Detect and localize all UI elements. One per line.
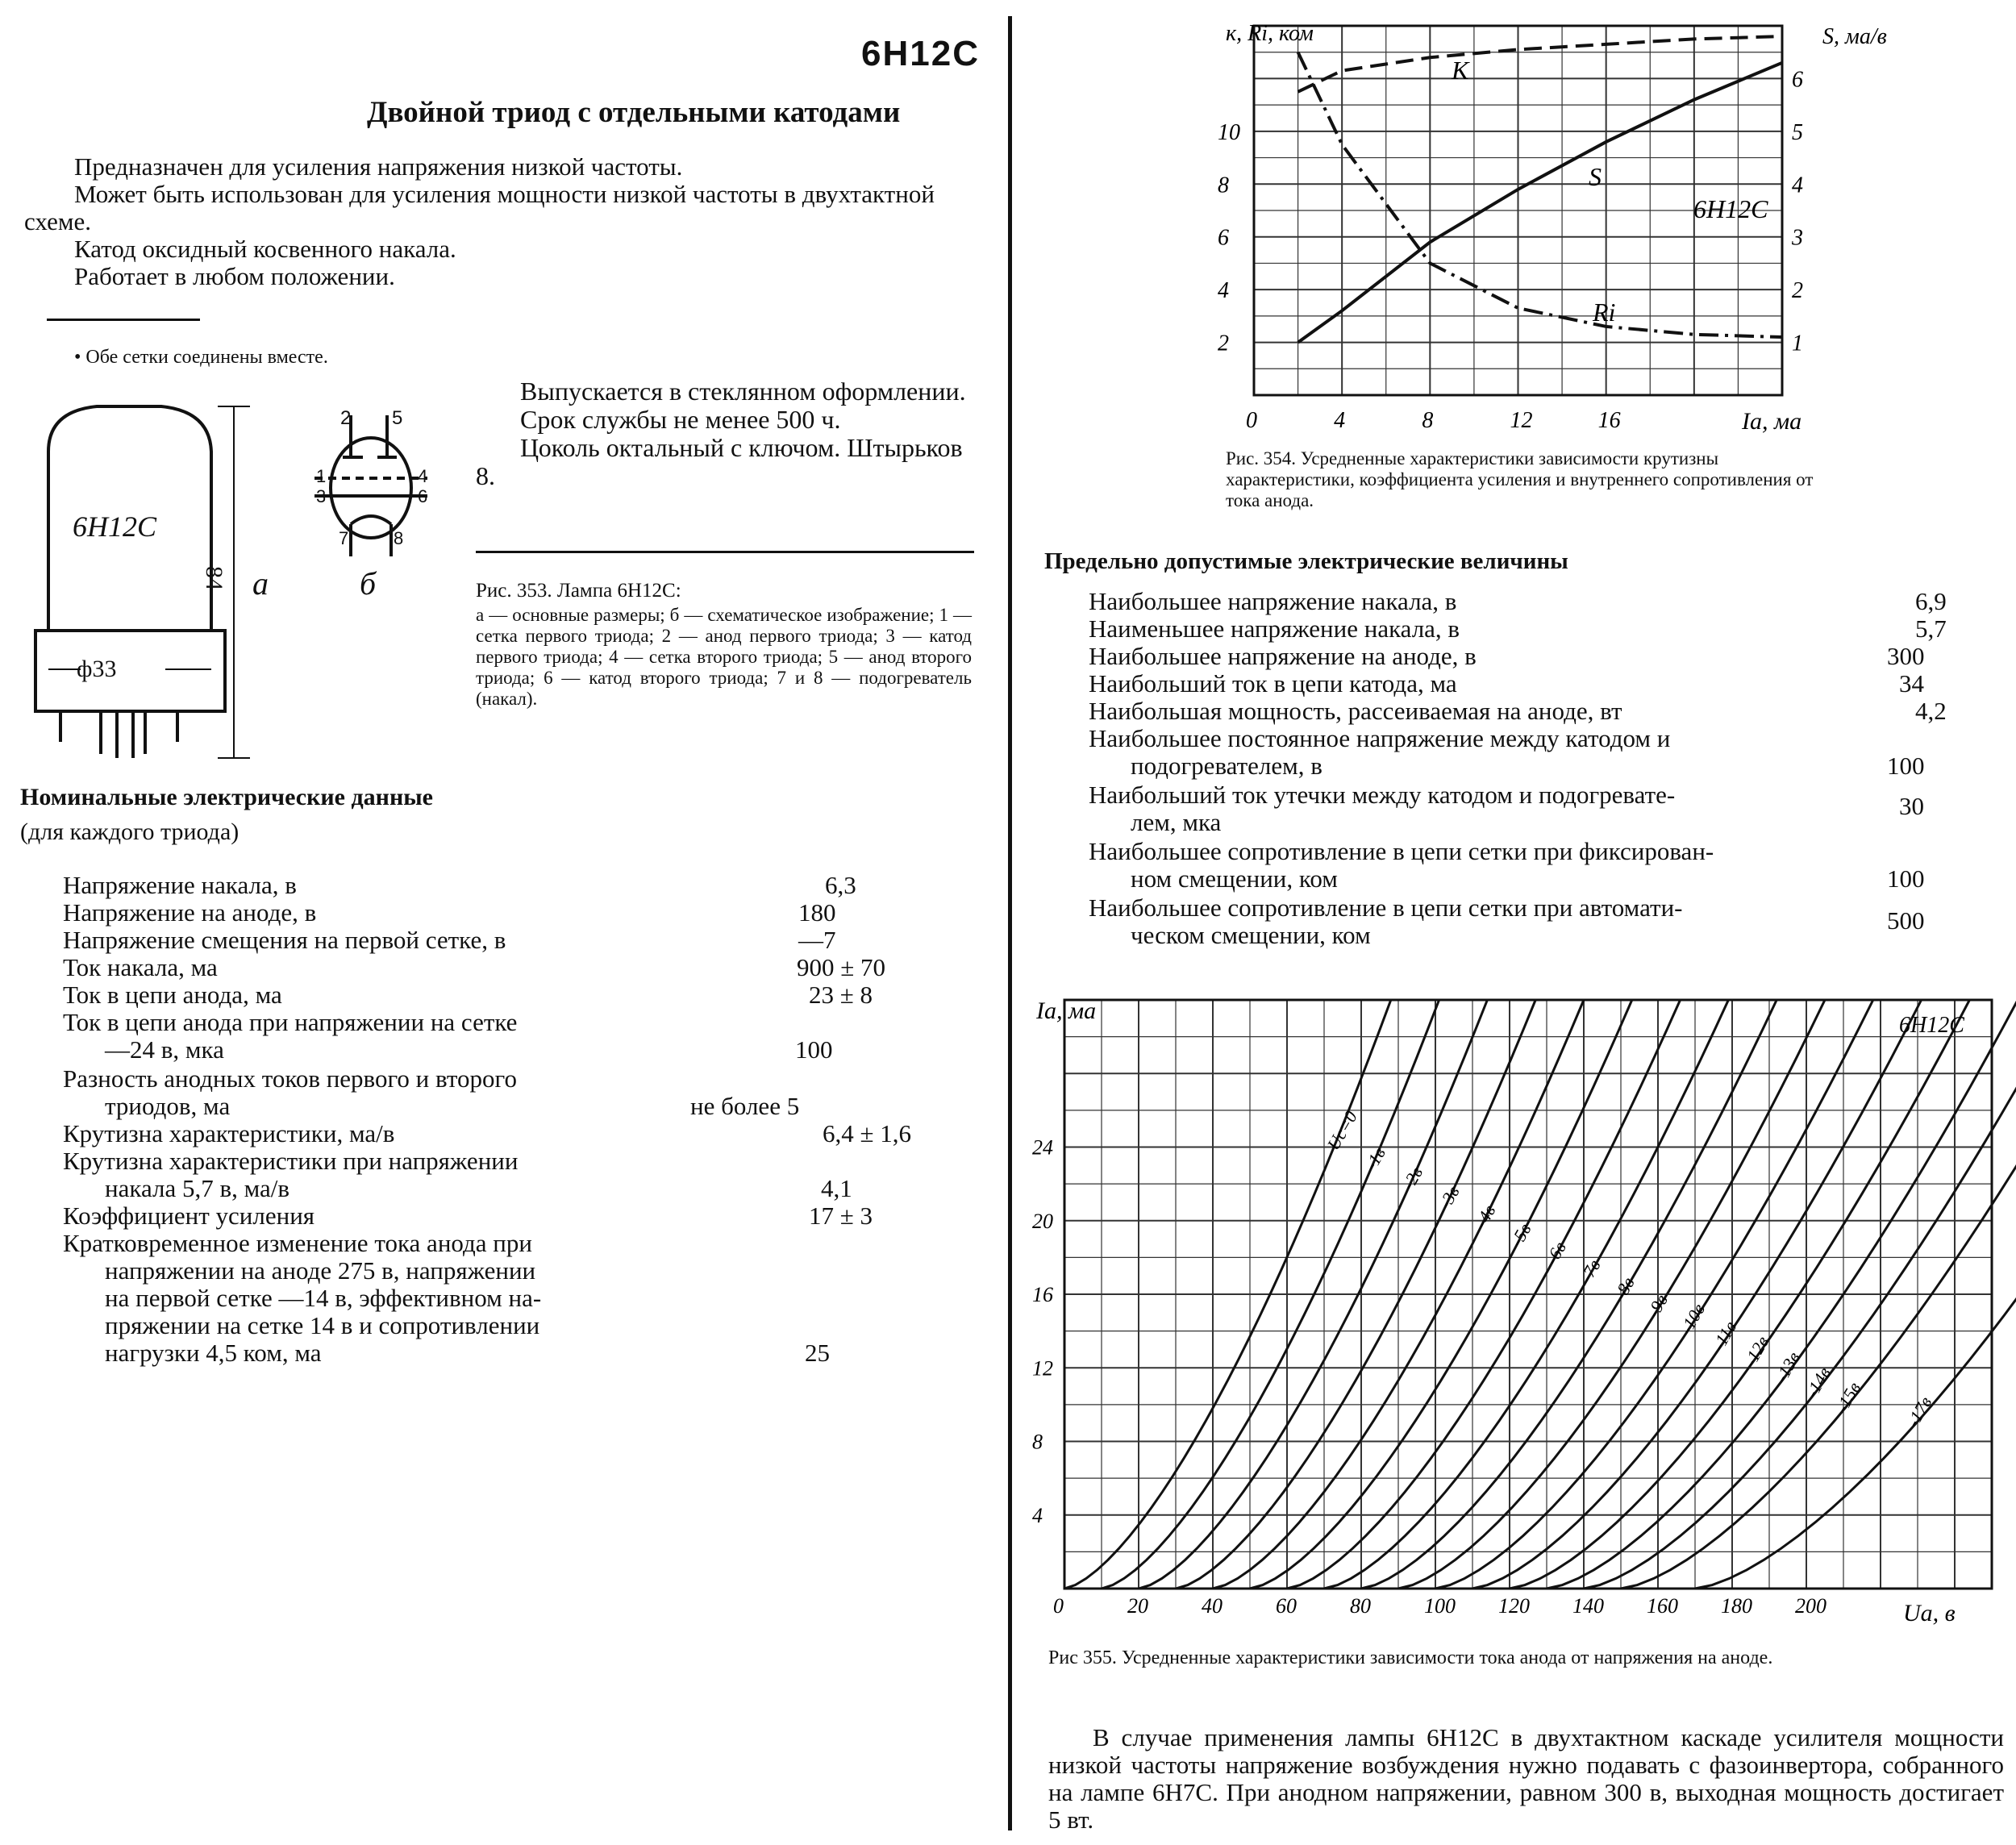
chart-tube-label: 6Н12С bbox=[1899, 1013, 1964, 1038]
curve-label: -17в bbox=[1902, 1393, 1936, 1431]
param-value: 6,9 bbox=[1915, 587, 1947, 615]
param-label: Наибольшее постоянное напряжение между катодом и bbox=[1089, 724, 1671, 752]
figure-353-title: Рис. 353. Лампа 6Н12С: bbox=[476, 580, 681, 602]
param-label: пряжении на сетке 14 в и сопротивлении bbox=[105, 1311, 540, 1339]
param-value: 30 bbox=[1899, 792, 1924, 820]
view-b-label: б bbox=[360, 565, 377, 602]
y-axis-label: Iа, ма bbox=[1036, 997, 1097, 1024]
diameter-dimension: ф33 bbox=[77, 656, 117, 682]
param-label: Наибольший ток в цепи катода, ма bbox=[1089, 669, 1457, 698]
y-tick-label: 16 bbox=[1032, 1283, 1053, 1306]
right-axis-label: S, ма/в bbox=[1822, 24, 1887, 49]
right-tick-label: 6 bbox=[1792, 67, 1803, 93]
intro-line: Предназначен для усиления напряжения низкой частоты. bbox=[74, 152, 683, 181]
param-value: 6,4 ± 1,6 bbox=[823, 1119, 912, 1147]
x-tick-label: 12 bbox=[1510, 408, 1533, 433]
pin-label: 1 bbox=[316, 466, 327, 486]
param-value: 300 bbox=[1887, 642, 1925, 670]
pin-label: 7 bbox=[339, 528, 349, 548]
param-value: 6,3 bbox=[825, 871, 856, 899]
tube-label: 6Н12С bbox=[73, 510, 157, 543]
param-label: подогревателем, в bbox=[1131, 752, 1322, 780]
param-label: Наибольший ток утечки между катодом и подогревате- bbox=[1089, 781, 1676, 809]
part-number: 6Н12С bbox=[861, 34, 980, 73]
right-tick-label: 5 bbox=[1792, 119, 1803, 145]
param-value: —7 bbox=[798, 926, 836, 954]
pin-label: 6 bbox=[418, 486, 428, 506]
param-label: Наименьшее напряжение накала, в bbox=[1089, 614, 1460, 643]
param-value: 100 bbox=[795, 1035, 833, 1064]
curve-label: -4в bbox=[1470, 1201, 1500, 1231]
param-label: на первой сетке —14 в, эффективном на- bbox=[105, 1284, 542, 1312]
param-label: Напряжение на аноде, в bbox=[63, 898, 317, 927]
pin-label: 2 bbox=[340, 407, 352, 429]
param-value: 17 ± 3 bbox=[809, 1202, 873, 1230]
x-tick-label: 4 bbox=[1334, 408, 1346, 433]
param-label: Наибольшее напряжение накала, в bbox=[1089, 587, 1457, 615]
tube-base bbox=[35, 631, 225, 711]
curve-label: -14в bbox=[1801, 1364, 1835, 1401]
curve-label: -12в bbox=[1739, 1332, 1773, 1370]
param-label: Разность анодных токов первого и второго bbox=[63, 1064, 517, 1093]
chart-grid bbox=[1064, 1000, 1992, 1589]
x-tick-label: 160 bbox=[1647, 1594, 1678, 1618]
param-label: Наибольшее сопротивление в цепи сетки при фиксирован- bbox=[1089, 837, 1714, 865]
param-label: лем, мка bbox=[1131, 808, 1222, 836]
param-label: Ток в цепи анода, ма bbox=[63, 981, 282, 1009]
tube-pins bbox=[60, 711, 177, 758]
param-label: триодов, ма bbox=[105, 1092, 231, 1120]
closing-paragraph: В случае применения лампы 6Н12С в двухтактном каскаде усилителя мощности низкой частоты напряжение возбуждения нужно подавать с фазоинвертора, собранного на лампе 6Н7С. При анодном напряжении, равном 300 в, выходная мощность достигает 5 вт. bbox=[1048, 1723, 2004, 1834]
column-divider bbox=[1008, 16, 1012, 1830]
param-value: 25 bbox=[805, 1339, 830, 1367]
param-value: 180 bbox=[798, 898, 836, 927]
curve-label: -11в bbox=[1708, 1318, 1741, 1354]
param-label: Напряжение накала, в bbox=[63, 871, 297, 899]
param-label: Ток накала, ма bbox=[63, 953, 218, 981]
figure-354-chart bbox=[1185, 16, 1887, 444]
intro-text bbox=[24, 153, 1000, 290]
pin-label: 3 bbox=[316, 486, 327, 506]
param-value: не более 5 bbox=[690, 1092, 800, 1120]
y-tick-label: 20 bbox=[1032, 1209, 1053, 1233]
param-value: 23 ± 8 bbox=[809, 981, 873, 1009]
pin-label: 5 bbox=[392, 407, 403, 429]
y-tick-label: 24 bbox=[1032, 1135, 1053, 1160]
short-rule bbox=[47, 319, 200, 321]
production-info bbox=[476, 377, 976, 490]
x-tick-label: 16 bbox=[1597, 408, 1621, 433]
param-label: Ток в цепи анода при напряжении на сетке bbox=[63, 1008, 518, 1036]
right-tick-label: 1 bbox=[1792, 331, 1803, 356]
production-line: Выпускается в стеклянном оформлении. bbox=[520, 377, 966, 406]
curve-label: -6в bbox=[1541, 1238, 1570, 1268]
param-label: ческом смещении, ком bbox=[1131, 921, 1371, 949]
x-tick-label: 20 bbox=[1127, 1594, 1148, 1618]
x-axis-label: Iа, ма bbox=[1742, 408, 1802, 435]
footnote: • Обе сетки соединены вместе. bbox=[74, 347, 328, 368]
param-value: 34 bbox=[1899, 669, 1924, 698]
param-label: Крутизна характеристики при напряжении bbox=[63, 1147, 519, 1175]
param-label: Наибольшее сопротивление в цепи сетки при автомати- bbox=[1089, 893, 1683, 922]
left-tick-label: 4 bbox=[1218, 278, 1229, 304]
param-label: Наибольшее напряжение на аноде, в bbox=[1089, 642, 1477, 670]
x-tick-label: 60 bbox=[1276, 1594, 1297, 1618]
height-dimension: 84 bbox=[201, 566, 227, 590]
left-tick-label: 10 bbox=[1218, 119, 1240, 145]
intro-line: Работает в любом положении. bbox=[74, 262, 395, 290]
curve-label: -1в bbox=[1360, 1143, 1390, 1174]
left-axis-label: к, Ri, ком bbox=[1226, 21, 1314, 46]
right-tick-label: 4 bbox=[1792, 173, 1803, 198]
param-label: напряжении на аноде 275 в, напряжении bbox=[105, 1256, 536, 1285]
intro-line: Может быть использован для усиления мощности низкой частоты в двухтактной схеме. bbox=[24, 180, 935, 235]
x-tick-label: 0 bbox=[1246, 408, 1257, 433]
page-title: Двойной триод с отдельными катодами bbox=[367, 96, 901, 129]
param-value: 5,7 bbox=[1915, 614, 1947, 643]
x-tick-label: 0 bbox=[1053, 1594, 1064, 1618]
curve-label-s: S bbox=[1589, 162, 1602, 191]
curve-label: -10в bbox=[1676, 1300, 1710, 1338]
param-value: 900 ± 70 bbox=[797, 953, 886, 981]
x-tick-label: 140 bbox=[1572, 1594, 1604, 1618]
limits-heading: Предельно допустимые электрические величины bbox=[1044, 548, 1568, 574]
curve-label: -2в bbox=[1397, 1163, 1427, 1193]
curve-label-k: K bbox=[1452, 56, 1469, 85]
param-label: Коэффициент усиления bbox=[63, 1202, 315, 1230]
figure-355-caption: Рис 355. Усредненные характеристики зависимости тока анода от напряжения на аноде. bbox=[1048, 1647, 1773, 1668]
curve-label: -3в bbox=[1435, 1182, 1464, 1213]
param-label: Кратковременное изменение тока анода при bbox=[63, 1229, 532, 1257]
right-tick-label: 3 bbox=[1792, 225, 1803, 251]
figure-353-text: а — основные размеры; б — схематическое изображение; 1 — сетка первого триода; 2 — анод первого триода; 3 — катод первого триода; 4 — сетка второго триода; 5 — анод второго триода; 6 — катод второго триода; 7 и 8 — подогреватель (накал). bbox=[476, 605, 972, 709]
param-label: накала 5,7 в, ма/в bbox=[105, 1174, 290, 1202]
param-label: ном смещении, ком bbox=[1131, 864, 1338, 893]
x-tick-label: 180 bbox=[1721, 1594, 1752, 1618]
left-tick-label: 2 bbox=[1218, 331, 1229, 356]
nominal-heading: Номинальные электрические данные bbox=[20, 784, 433, 810]
pin-label: 4 bbox=[418, 466, 428, 486]
x-tick-label: 100 bbox=[1424, 1594, 1456, 1618]
param-value: 4,2 bbox=[1915, 697, 1947, 725]
left-tick-label: 6 bbox=[1218, 225, 1229, 251]
y-tick-label: 8 bbox=[1032, 1430, 1043, 1454]
param-label: Наибольшая мощность, рассеиваемая на аноде, вт bbox=[1089, 697, 1622, 725]
production-line: Срок службы не менее 500 ч. bbox=[520, 405, 841, 434]
param-label: Крутизна характеристики, ма/в bbox=[63, 1119, 395, 1147]
param-value: 100 bbox=[1887, 864, 1925, 893]
curve-label: -13в bbox=[1770, 1348, 1804, 1386]
param-value: 500 bbox=[1887, 906, 1925, 935]
param-value: 100 bbox=[1887, 752, 1925, 780]
nominal-subheading: (для каждого триода) bbox=[20, 818, 240, 845]
curve-k bbox=[1298, 36, 1782, 92]
right-tick-label: 2 bbox=[1792, 278, 1803, 304]
curve-label-ri: Ri bbox=[1593, 298, 1616, 327]
chart-ticks bbox=[1218, 67, 1803, 433]
x-tick-label: 8 bbox=[1422, 408, 1434, 433]
param-label: Напряжение смещения на первой сетке, в bbox=[63, 926, 506, 954]
curve-label: Uc=0 bbox=[1322, 1107, 1362, 1154]
x-tick-label: 120 bbox=[1498, 1594, 1530, 1618]
x-tick-label: 80 bbox=[1350, 1594, 1371, 1618]
y-tick-label: 4 bbox=[1032, 1503, 1043, 1527]
param-label: нагрузки 4,5 ком, ма bbox=[105, 1339, 322, 1367]
chart-tube-label: 6Н12С bbox=[1693, 194, 1768, 223]
closing-text bbox=[1048, 1724, 2004, 1834]
figure-354-caption: Рис. 354. Усредненные характеристики зависимости крутизны характеристики, коэффициента усиления и внутреннего сопротивления от тока анода. bbox=[1226, 448, 1814, 510]
curve-label: -9в bbox=[1643, 1290, 1672, 1321]
schematic-envelope bbox=[331, 438, 411, 538]
x-tick-label: 40 bbox=[1202, 1594, 1223, 1618]
intro-line: Катод оксидный косвенного накала. bbox=[74, 235, 456, 263]
view-a-label: а bbox=[252, 565, 269, 602]
x-axis-label: Uа, в bbox=[1903, 1600, 1956, 1626]
curve-label: -8в bbox=[1610, 1273, 1639, 1304]
curve-label: -7в bbox=[1576, 1256, 1605, 1286]
figure-355-chart bbox=[1024, 988, 2016, 1645]
param-value: 4,1 bbox=[821, 1174, 852, 1202]
x-tick-label: 200 bbox=[1795, 1594, 1826, 1618]
chart-curves bbox=[1298, 36, 1782, 342]
param-label: —24 в, мка bbox=[105, 1035, 224, 1064]
figure-353-caption bbox=[476, 581, 972, 710]
pin-label: 8 bbox=[394, 528, 404, 548]
curve-label: -5в bbox=[1506, 1219, 1535, 1250]
curve-label: -15в bbox=[1831, 1378, 1865, 1416]
figure-rule bbox=[476, 551, 974, 553]
y-tick-label: 12 bbox=[1032, 1356, 1053, 1381]
left-tick-label: 8 bbox=[1218, 173, 1229, 198]
production-line: Цоколь октальный с ключом. Штырьков 8. bbox=[476, 433, 963, 490]
